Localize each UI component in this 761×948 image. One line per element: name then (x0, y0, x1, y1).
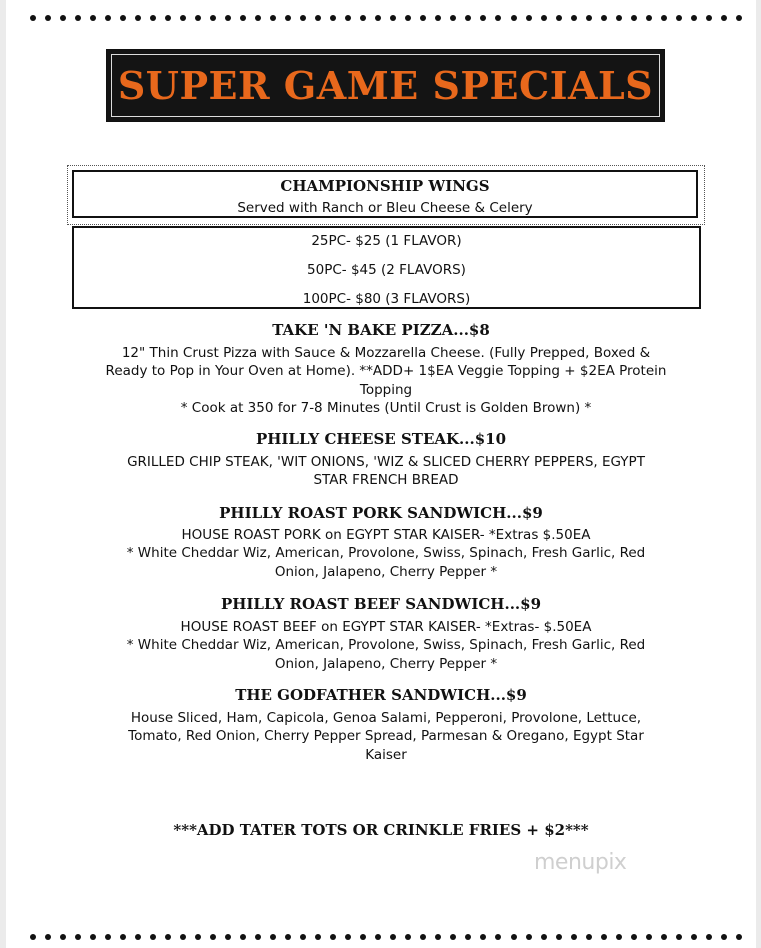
dot (586, 934, 592, 940)
dot (135, 15, 141, 21)
dot (691, 934, 697, 940)
dot (120, 15, 126, 21)
dot (661, 934, 667, 940)
dot (435, 934, 441, 940)
dot (150, 934, 156, 940)
dot (616, 15, 622, 21)
dot (706, 15, 712, 21)
dot (541, 934, 547, 940)
wings-title: CHAMPIONSHIP WINGS (280, 177, 490, 195)
dot (75, 15, 81, 21)
item-title-roast-beef: PHILLY ROAST BEEF SANDWICH...$9 (220, 595, 542, 613)
item-description-pizza (76, 344, 696, 417)
dot (420, 934, 426, 940)
menu-sheet (6, 0, 756, 948)
wings-price-line: 100PC- $80 (3 FLAVORS) (302, 291, 471, 307)
dot (30, 934, 36, 940)
dot (345, 15, 351, 21)
item-title-pizza: TAKE 'N BAKE PIZZA...$8 (272, 321, 490, 339)
dot (631, 934, 637, 940)
description-line: Topping (359, 381, 413, 398)
description-line: Tomato, Red Onion, Cherry Pepper Spread, Parmesan & Oregano, Egypt Star (128, 728, 644, 745)
dot (420, 15, 426, 21)
dot (736, 934, 742, 940)
description-line: * White Cheddar Wiz, American, Provolone, Swiss, Spinach, Fresh Garlic, Red (126, 545, 646, 562)
dot (646, 15, 652, 21)
dot (495, 934, 501, 940)
dot (736, 15, 742, 21)
dot (676, 15, 682, 21)
dot (60, 934, 66, 940)
dot (255, 934, 261, 940)
item-description-godfather (76, 709, 696, 764)
dot (495, 15, 501, 21)
description-line: Kaiser (365, 746, 407, 763)
dot (616, 934, 622, 940)
description-line: STAR FRENCH BREAD (313, 472, 459, 489)
dot (526, 934, 532, 940)
dot (480, 934, 486, 940)
dot (180, 15, 186, 21)
dot (450, 15, 456, 21)
description-line: Onion, Jalapeno, Cherry Pepper * (274, 563, 498, 580)
dot (571, 934, 577, 940)
item-description-cheese-steak (76, 453, 696, 490)
dot (360, 15, 366, 21)
wings-price-line: 50PC- $45 (2 FLAVORS) (307, 262, 466, 278)
dot (75, 934, 81, 940)
dot (405, 15, 411, 21)
dot (300, 15, 306, 21)
dot (90, 15, 96, 21)
dot (435, 15, 441, 21)
top-dot-border (30, 14, 742, 22)
dot (691, 15, 697, 21)
dot (240, 15, 246, 21)
dot (390, 15, 396, 21)
dot (480, 15, 486, 21)
dot (225, 934, 231, 940)
dot (315, 15, 321, 21)
banner-title: SUPER GAME SPECIALS (117, 63, 654, 108)
wings-subtitle: Served with Ranch or Bleu Cheese & Celery (237, 200, 533, 216)
dot (195, 15, 201, 21)
dot (511, 934, 517, 940)
dot (105, 934, 111, 940)
dot (165, 15, 171, 21)
dot (45, 934, 51, 940)
dot (465, 934, 471, 940)
dot (165, 934, 171, 940)
dot (270, 15, 276, 21)
title-banner (107, 50, 664, 121)
dot (661, 15, 667, 21)
add-sides-note: ***ADD TATER TOTS OR CRINKLE FRIES + $2*** (173, 821, 589, 839)
dot (105, 15, 111, 21)
dot (210, 15, 216, 21)
dot (526, 15, 532, 21)
dot (601, 934, 607, 940)
dot (405, 934, 411, 940)
dot (360, 934, 366, 940)
item-title-roast-pork: PHILLY ROAST PORK SANDWICH...$9 (219, 504, 543, 522)
dot (706, 934, 712, 940)
dot (315, 934, 321, 940)
dot (721, 934, 727, 940)
dot (721, 15, 727, 21)
dot (556, 934, 562, 940)
dot (180, 934, 186, 940)
item-description-roast-beef (76, 618, 696, 673)
description-line: 12" Thin Crust Pizza with Sauce & Mozzarella Cheese. (Fully Prepped, Boxed & (121, 345, 651, 361)
dot (135, 934, 141, 940)
description-line: * Cook at 350 for 7-8 Minutes (Until Crust is Golden Brown) * (180, 399, 592, 416)
dot (676, 934, 682, 940)
item-description-roast-pork (76, 526, 696, 581)
dot (465, 15, 471, 21)
dot (210, 934, 216, 940)
description-line: Ready to Pop in Your Oven at Home). **ADD+ 1$EA Veggie Topping + $2EA Protein (105, 363, 667, 380)
dot (30, 15, 36, 21)
dot (345, 934, 351, 940)
dot (375, 15, 381, 21)
item-title-godfather: THE GODFATHER SANDWICH...$9 (235, 686, 527, 704)
description-line: HOUSE ROAST PORK on EGYPT STAR KAISER- *Extras $.50EA (181, 527, 591, 543)
dot (240, 934, 246, 940)
dot (255, 15, 261, 21)
dot (646, 934, 652, 940)
watermark-logo: menupix (534, 850, 627, 875)
dot (450, 934, 456, 940)
dot (375, 934, 381, 940)
dot (225, 15, 231, 21)
description-line: Onion, Jalapeno, Cherry Pepper * (274, 655, 498, 672)
description-line: House Sliced, Ham, Capicola, Genoa Salami, Pepperoni, Provolone, Lettuce, (130, 710, 642, 726)
dot (270, 934, 276, 940)
dot (601, 15, 607, 21)
dot (45, 15, 51, 21)
dot (330, 934, 336, 940)
bottom-dot-border (30, 933, 742, 941)
dot (150, 15, 156, 21)
wings-header-box (72, 170, 698, 218)
wings-price-line: 25PC- $25 (1 FLAVOR) (311, 233, 462, 249)
dot (541, 15, 547, 21)
dot (300, 934, 306, 940)
description-line: GRILLED CHIP STEAK, 'WIT ONIONS, 'WIZ & SLICED CHERRY PEPPERS, EGYPT (127, 454, 645, 470)
wings-price-box (72, 226, 701, 309)
dot (330, 15, 336, 21)
dot (556, 15, 562, 21)
dot (571, 15, 577, 21)
dot (511, 15, 517, 21)
dot (90, 934, 96, 940)
dot (631, 15, 637, 21)
dot (390, 934, 396, 940)
dot (120, 934, 126, 940)
description-line: * White Cheddar Wiz, American, Provolone, Swiss, Spinach, Fresh Garlic, Red (126, 637, 646, 654)
item-title-cheese-steak: PHILLY CHEESE STEAK...$10 (255, 430, 507, 448)
dot (60, 15, 66, 21)
dot (586, 15, 592, 21)
description-line: HOUSE ROAST BEEF on EGYPT STAR KAISER- *Extras- $.50EA (180, 619, 592, 635)
dot (285, 15, 291, 21)
dot (285, 934, 291, 940)
dot (195, 934, 201, 940)
